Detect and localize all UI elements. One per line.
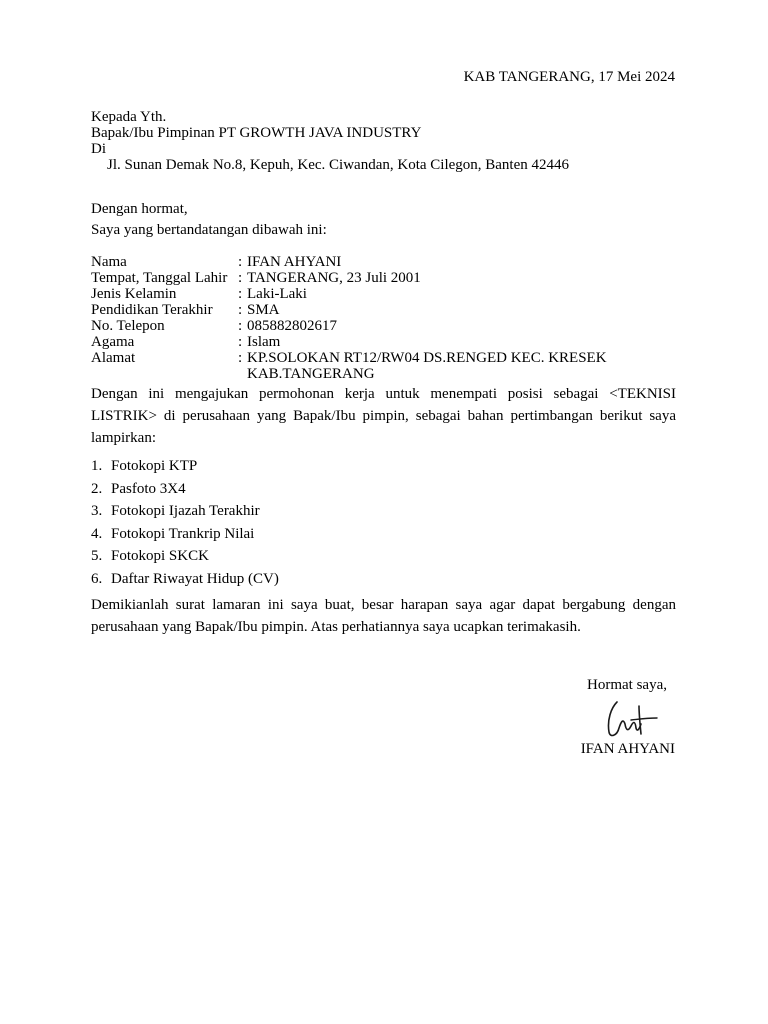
recipient-block xyxy=(91,109,569,173)
info-label: No. Telepon xyxy=(91,318,165,334)
info-value: Islam xyxy=(247,334,281,350)
info-value: IFAN AHYANI xyxy=(247,254,342,270)
info-row xyxy=(91,286,691,302)
application-paragraph: Dengan ini mengajukan permohonan kerja untuk menempati posisi sebagai <TEKNISI LISTRIK> di perusahaan yang Bapak/Ibu pimpin, sebagai bahan pertimbangan berikut saya lampirkan: xyxy=(91,386,676,446)
info-value: KP.SOLOKAN RT12/RW04 DS.RENGED KEC. KRESEK KAB.TANGERANG xyxy=(247,350,607,382)
sign-off: Hormat saya, xyxy=(587,677,667,693)
list-number: 3. xyxy=(91,503,103,519)
intro-text: Saya yang bertandatangan dibawah ini: xyxy=(91,222,327,238)
info-label: Nama xyxy=(91,254,127,270)
info-label: Tempat, Tanggal Lahir xyxy=(91,270,228,286)
info-value: Laki-Laki xyxy=(247,286,307,302)
list-item xyxy=(91,455,279,478)
info-row xyxy=(91,350,691,382)
list-text: Fotokopi Ijazah Terakhir xyxy=(111,503,260,519)
info-label: Pendidikan Terakhir xyxy=(91,302,213,318)
list-number: 5. xyxy=(91,548,103,564)
place-date: KAB TANGERANG, 17 Mei 2024 xyxy=(463,69,675,85)
list-text: Pasfoto 3X4 xyxy=(111,480,186,497)
list-text: Fotokopi KTP xyxy=(111,458,198,474)
list-item xyxy=(91,478,279,501)
recipient-line-2: Bapak/Ibu Pimpinan PT GROWTH JAVA INDUSTRY xyxy=(91,125,422,141)
personal-info xyxy=(91,254,691,382)
info-label: Agama xyxy=(91,334,135,350)
list-text: Fotokopi SKCK xyxy=(111,548,209,564)
list-number: 1. xyxy=(91,458,103,474)
info-colon: : xyxy=(238,286,243,302)
info-label: Jenis Kelamin xyxy=(91,286,177,302)
info-colon: : xyxy=(238,270,243,286)
info-colon: : xyxy=(238,302,243,318)
list-item xyxy=(91,568,279,591)
signature-block xyxy=(535,676,675,758)
info-row xyxy=(91,302,691,318)
salutation: Dengan hormat, xyxy=(91,201,188,217)
list-item xyxy=(91,545,279,568)
info-row xyxy=(91,254,691,270)
list-number: 4. xyxy=(91,525,103,542)
info-colon: : xyxy=(238,254,243,270)
list-number: 2. xyxy=(91,480,103,497)
info-value: SMA xyxy=(247,302,280,318)
info-value: 085882802617 xyxy=(247,318,337,334)
list-item xyxy=(91,523,279,546)
recipient-address: Jl. Sunan Demak No.8, Kepuh, Kec. Ciwandan, Kota Cilegon, Banten 42446 xyxy=(107,157,570,173)
list-item xyxy=(91,500,279,523)
signer-name: IFAN AHYANI xyxy=(580,741,675,757)
info-row xyxy=(91,270,691,286)
list-number: 6. xyxy=(91,570,103,587)
closing-paragraph: Demikianlah surat lamaran ini saya buat, besar harapan saya agar dapat bergabung dengan perusahaan yang Bapak/Ibu pimpin. Atas perhatiannya saya ucapkan terimakasih. xyxy=(91,597,676,635)
attachment-list xyxy=(91,455,279,590)
list-text: Daftar Riwayat Hidup (CV) xyxy=(111,570,279,587)
info-row xyxy=(91,334,691,350)
info-colon: : xyxy=(238,318,243,334)
recipient-line-3: Di xyxy=(91,141,106,157)
recipient-line-1: Kepada Yth. xyxy=(91,109,167,125)
greeting-block xyxy=(91,199,327,240)
info-row xyxy=(91,318,691,334)
info-label: Alamat xyxy=(91,350,136,366)
info-colon: : xyxy=(238,350,243,366)
info-value: TANGERANG, 23 Juli 2001 xyxy=(247,270,421,286)
handwritten-signature xyxy=(595,698,675,740)
list-text: Fotokopi Trankrip Nilai xyxy=(111,525,255,542)
info-colon: : xyxy=(238,334,243,350)
